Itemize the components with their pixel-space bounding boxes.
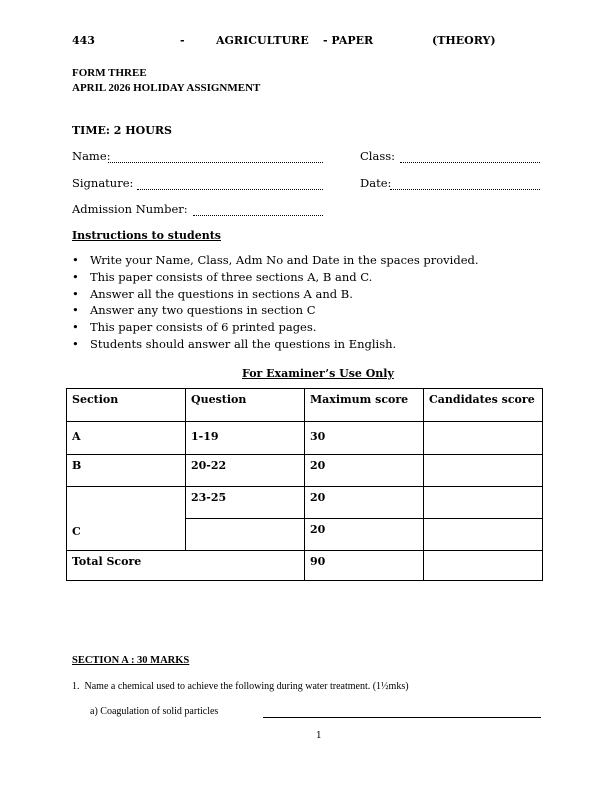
list-item: • Write your Name, Class, Adm No and Date in the spaces provided.	[72, 252, 479, 269]
score-input-cell[interactable]	[424, 551, 543, 581]
instructions-title: Instructions to students	[72, 229, 222, 242]
header-cell: Section	[67, 389, 186, 422]
page-number: 1	[316, 731, 322, 741]
date-label: Date:	[360, 176, 392, 190]
answer-line-1a[interactable]	[263, 717, 541, 718]
list-item: • Students should answer all the questions in English.	[72, 336, 479, 353]
admission-field[interactable]	[193, 215, 323, 216]
class-label: Class:	[360, 149, 396, 163]
form-label: FORM THREE	[72, 67, 147, 79]
cell: 30	[305, 422, 424, 455]
total-value: 90	[305, 551, 424, 581]
table-row	[67, 422, 543, 455]
score-input-cell[interactable]	[424, 422, 543, 455]
list-item: • Answer any two questions in section C	[72, 302, 479, 319]
cell: 20	[305, 455, 424, 487]
paper-type: (THEORY)	[432, 34, 496, 47]
list-item: • This paper consists of 6 printed pages.	[72, 319, 479, 336]
total-label: Total Score	[67, 551, 305, 581]
table-header-row	[67, 389, 543, 422]
question-1: 1. Name a chemical used to achieve the following during water treatment. (1½mks)	[72, 681, 409, 692]
score-input-cell[interactable]	[424, 455, 543, 487]
name-field[interactable]	[108, 162, 323, 163]
table-row	[67, 455, 543, 487]
cell: 23-25	[186, 487, 305, 519]
examiner-title: For Examiner’s Use Only	[242, 367, 394, 380]
question-1a: a) Coagulation of solid particles	[90, 706, 219, 717]
paper-code: 443	[72, 34, 95, 47]
list-item: • Answer all the questions in sections A and B.	[72, 286, 479, 303]
signature-label: Signature:	[72, 176, 134, 190]
assignment-title: APRIL 2026 HOLIDAY ASSIGNMENT	[72, 82, 261, 94]
score-input-cell[interactable]	[424, 487, 543, 519]
time-label: TIME: 2 HOURS	[72, 124, 172, 137]
header-dash: -	[180, 34, 185, 47]
paper-label: - PAPER	[323, 34, 374, 47]
cell: C	[67, 487, 186, 551]
admission-label: Admission Number:	[72, 202, 188, 216]
header-cell: Question	[186, 389, 305, 422]
cell: B	[67, 455, 186, 487]
header-cell: Maximum score	[305, 389, 424, 422]
cell: 20	[305, 487, 424, 519]
class-field[interactable]	[400, 162, 540, 163]
score-input-cell[interactable]	[424, 519, 543, 551]
total-row	[67, 551, 543, 581]
header-cell: Candidates score	[424, 389, 543, 422]
subject: AGRICULTURE	[216, 34, 309, 47]
table-row	[67, 487, 543, 519]
date-field[interactable]	[390, 189, 540, 190]
instructions-list	[72, 252, 479, 353]
score-table	[66, 388, 543, 581]
name-label: Name:	[72, 149, 111, 163]
cell: 20-22	[186, 455, 305, 487]
list-item: • This paper consists of three sections A, B and C.	[72, 269, 479, 286]
cell: A	[67, 422, 186, 455]
section-a-title: SECTION A : 30 MARKS	[72, 655, 190, 666]
signature-field[interactable]	[137, 189, 323, 190]
cell	[186, 519, 305, 551]
cell: 1-19	[186, 422, 305, 455]
cell: 20	[305, 519, 424, 551]
